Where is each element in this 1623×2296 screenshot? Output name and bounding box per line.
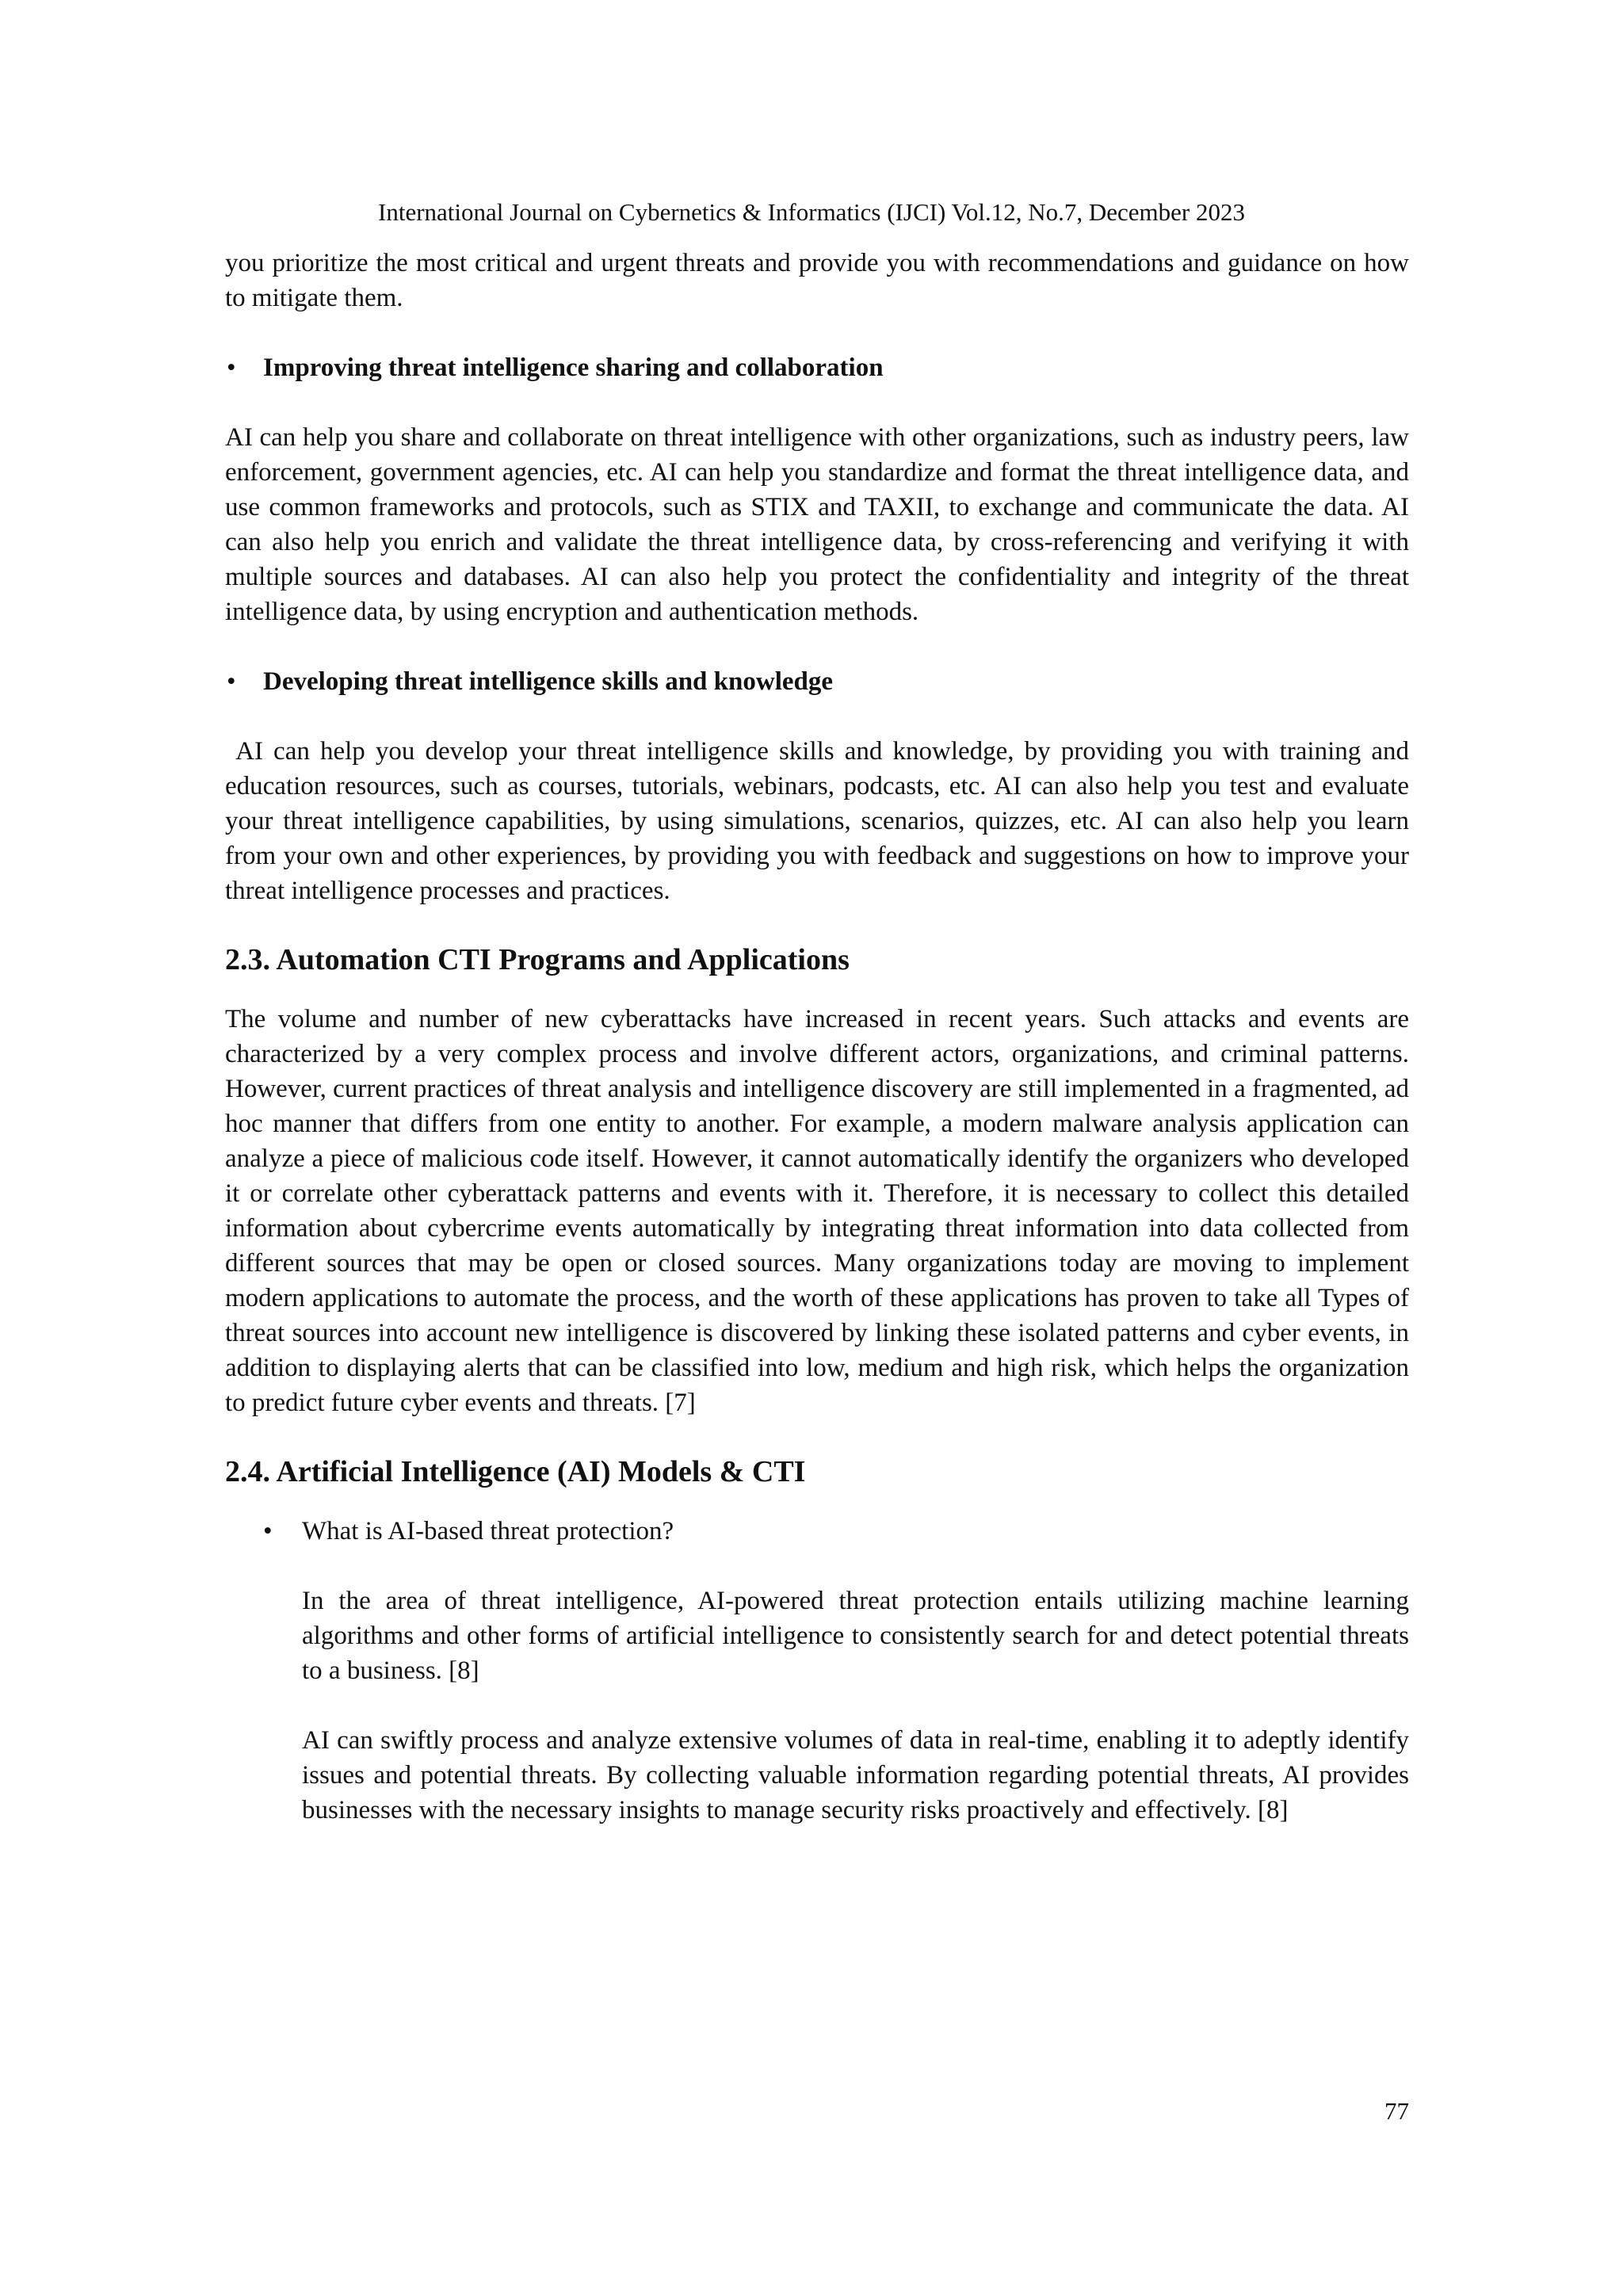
bullet-heading-skills <box>225 664 1409 699</box>
page-body <box>225 246 1416 1828</box>
bullet-ai-protection <box>225 1514 1409 1549</box>
journal-header: International Journal on Cybernetics & Informatics (IJCI) Vol.12, No.7, December 2023 <box>378 198 1245 226</box>
continuation-paragraph: you prioritize the most critical and urgent threats and provide you with recommendations and guidance on how to mitigate them. <box>225 249 1409 312</box>
bullet-icon: • <box>227 353 236 382</box>
automation-paragraph: The volume and number of new cyberattacks have increased in recent years. Such attacks and events are characterized by a very complex process and involve different actors, organizations, and criminal patterns. However, current practices of threat analysis and intelligence discovery are still implemented in a fragmented, ad hoc manner that differs from one entity to another. For example, a modern malware analysis application can analyze a piece of malicious code itself. However, it cannot automatically identify the organizers who developed it or correlate other cyberattack patterns and events with it. Therefore, it is necessary to collect this detailed information about cybercrime events automatically by integrating threat information into data collected from different sources that may be open or closed sources. Many organizations today are moving to implement modern applications to automate the process, and the worth of these applications has proven to take all Types of threat sources into account new intelligence is discovered by linking these isolated patterns and cyber events, in addition to displaying alerts that can be classified into low, medium and high risk, which helps the organization to predict future cyber events and threats. [7] <box>225 1005 1409 1417</box>
page-number: 77 <box>1384 2097 1409 2125</box>
bullet-icon: • <box>227 667 236 696</box>
bullet-heading-sharing <box>225 350 1409 385</box>
section-heading-2-3: 2.3. Automation CTI Programs and Applications <box>225 943 850 976</box>
ai-protection-paragraph-1: In the area of threat intelligence, AI-powered threat protection entails utilizing machine learning algorithms and other forms of artificial intelligence to consistently search for and detect potential threats to a business. [8] <box>302 1587 1409 1685</box>
skills-paragraph: AI can help you develop your threat intelligence skills and knowledge, by providing you with training and education resources, such as courses, tutorials, webinars, podcasts, etc. AI can also help you test and evaluate your threat intelligence capabilities, by using simulations, scenarios, quizzes, etc. AI can also help you learn from your own and other experiences, by providing you with feedback and suggestions on how to improve your threat intelligence processes and practices. <box>225 737 1416 905</box>
bullet-icon: • <box>263 1517 273 1545</box>
section-heading-2-4: 2.4. Artificial Intelligence (AI) Models & CTI <box>225 1455 806 1488</box>
bullet-heading-text: Improving threat intelligence sharing and collaboration <box>263 353 884 382</box>
sharing-paragraph: AI can help you share and collaborate on threat intelligence with other organizations, such as industry peers, law enforcement, government agencies, etc. AI can help you standardize and format the threat intelligence data, and use common frameworks and protocols, such as STIX and TAXII, to exchange and communicate the data. AI can also help you enrich and validate the threat intelligence data, by cross-referencing and verifying it with multiple sources and databases. AI can also help you protect the confidentiality and integrity of the threat intelligence data, by using encryption and authentication methods. <box>225 423 1409 626</box>
bullet-heading-text: Developing threat intelligence skills and knowledge <box>263 667 834 696</box>
bullet-text: What is AI-based threat protection? <box>302 1517 674 1545</box>
ai-protection-paragraph-2: AI can swiftly process and analyze extensive volumes of data in real-time, enabling it to adeptly identify issues and potential threats. By collecting valuable information regarding potential threats, AI provides businesses with the necessary insights to manage security risks proactively and effectively. [8] <box>302 1726 1409 1824</box>
